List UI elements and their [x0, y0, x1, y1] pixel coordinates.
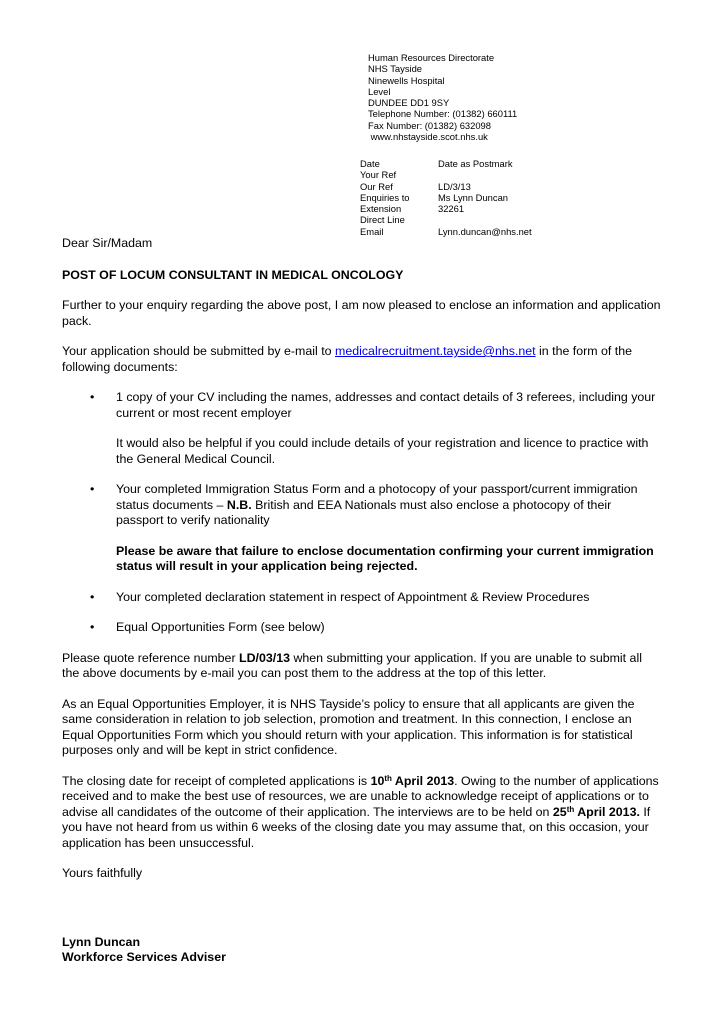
gmc-note: It would also be helpful if you could include details of your registration and licence to practice with the General Medical Council. — [116, 436, 649, 466]
address-line: NHS Tayside — [368, 63, 423, 75]
reference-text-post: when submitting your application. If you are unable to submit all the above documents by e-mail you can post them to the address at the top of this letter. — [62, 650, 642, 680]
reference-paragraph — [62, 651, 662, 682]
closing-text-mid: . Owing to the number of applications received and to make the best use of resources, we are unable to acknowledge receipt of applications or to advise all candidates of the outcome of their application. The interviews are to be held on — [62, 773, 659, 819]
closing-text-pre: The closing date for receipt of completed applications is — [62, 773, 371, 788]
reference-details — [360, 158, 532, 237]
immigration-warning — [116, 544, 662, 575]
reference-number: LD/03/13 — [239, 650, 290, 665]
immigration-requirement — [116, 482, 662, 529]
declaration-requirement: Your completed declaration statement in respect of Appointment & Review Procedures — [116, 589, 590, 604]
reference-text-pre: Please quote reference number — [62, 650, 240, 665]
meta-row — [360, 158, 532, 169]
meta-row — [360, 181, 532, 192]
meta-label: Enquiries to — [360, 191, 410, 203]
recruitment-email-link[interactable]: medicalrecruitment.tayside@nhs.net — [335, 344, 536, 358]
address-line: Fax Number: (01382) 632098 — [368, 119, 491, 131]
nb-label: N.B. — [226, 497, 252, 512]
warning-text: Please be aware that failure to enclose documentation confirming your current immigration status will result in your application being rejected. — [116, 543, 654, 573]
signoff: Yours faithfully — [62, 866, 143, 880]
list-item — [62, 620, 662, 636]
bullet-icon: • — [90, 390, 95, 404]
address-line: DUNDEE DD1 9SY — [368, 97, 450, 109]
meta-email[interactable]: Lynn.duncan@nhs.net — [438, 225, 532, 237]
submission-text-post: in the form of the following documents: — [62, 344, 633, 374]
list-item — [62, 390, 662, 467]
meta-value — [438, 169, 532, 180]
letter-heading: POST OF LOCUM CONSULTANT IN MEDICAL ONCOLOGY — [62, 267, 404, 282]
address-line: Ninewells Hospital — [368, 74, 445, 86]
interview-date — [553, 805, 640, 819]
signatory-name-text: Lynn Duncan — [62, 934, 141, 949]
meta-value: LD/3/13 — [438, 180, 471, 192]
closing-day-suffix: th — [384, 773, 392, 783]
immigration-text-post: British and EEA Nationals must also enclose a photocopy of their passport to verify nationality — [116, 497, 612, 527]
interview-day: 25 — [552, 804, 567, 819]
closing-text-post: If you have not heard from us within 6 weeks of the closing date you may assume that, on this occasion, your application has been unsuccessful. — [62, 804, 651, 850]
address-line: Level — [368, 85, 391, 97]
interview-day-suffix: th — [566, 804, 575, 814]
meta-value: Ms Lynn Duncan — [438, 191, 509, 203]
meta-row — [360, 169, 532, 180]
signatory-title — [62, 950, 662, 966]
documents-list — [62, 390, 662, 636]
meta-label: Direct Line — [360, 214, 405, 226]
address-website[interactable]: www.nhstayside.scot.nhs.uk — [368, 131, 488, 143]
cv-requirement: 1 copy of your CV including the names, addresses and contact details of 3 referees, including your current or most recent employer — [116, 390, 656, 420]
meta-row — [360, 203, 532, 214]
interview-month: April 2013. — [574, 804, 640, 819]
submission-paragraph — [62, 344, 662, 375]
meta-label: Extension — [360, 203, 402, 215]
bullet-icon: • — [90, 482, 95, 496]
submission-text-pre: Your application should be submitted by e-mail to — [62, 344, 335, 358]
address-line: Human Resources Directorate — [368, 52, 495, 63]
letter-body — [62, 236, 662, 966]
closing-month: April 2013 — [391, 773, 455, 788]
meta-label: Date — [360, 158, 380, 169]
equal-opps-requirement: Equal Opportunities Form (see below) — [116, 620, 325, 634]
immigration-text-pre: Your completed Immigration Status Form and a photocopy of your passport/current immigration status documents – — [116, 482, 638, 512]
list-item — [62, 482, 662, 575]
meta-row — [360, 214, 532, 225]
list-item — [62, 590, 662, 606]
intro-paragraph: Further to your enquiry regarding the above post, I am now pleased to enclose an information and application pack. — [62, 298, 661, 328]
equal-opportunities-paragraph: As an Equal Opportunities Employer, it is NHS Tayside’s policy to ensure that all applicants are given the same consideration in relation to job selection, promotion and treatment. In this connection, I enclose an Equal Opportunities Form which you should return with your application. This information is for statistical purposes only and will be kept in strict confidence. — [62, 696, 635, 757]
bullet-icon: • — [90, 620, 95, 634]
closing-date-paragraph — [62, 774, 662, 852]
closing-date — [371, 774, 455, 788]
meta-label: Your Ref — [360, 169, 397, 181]
bullet-icon: • — [90, 589, 95, 604]
meta-value: 32261 — [438, 203, 465, 215]
meta-label: Email — [360, 225, 384, 237]
address-line: Telephone Number: (01382) 660111 — [368, 108, 518, 120]
meta-value: Date as Postmark — [438, 158, 513, 169]
meta-row — [360, 192, 532, 203]
meta-value — [438, 214, 532, 225]
closing-day: 10 — [370, 773, 385, 788]
signatory-title-text: Workforce Services Adviser — [62, 950, 226, 964]
signatory-name — [62, 935, 662, 951]
meta-label: Our Ref — [360, 180, 393, 192]
sender-address — [368, 52, 517, 142]
salutation: Dear Sir/Madam — [62, 236, 153, 250]
